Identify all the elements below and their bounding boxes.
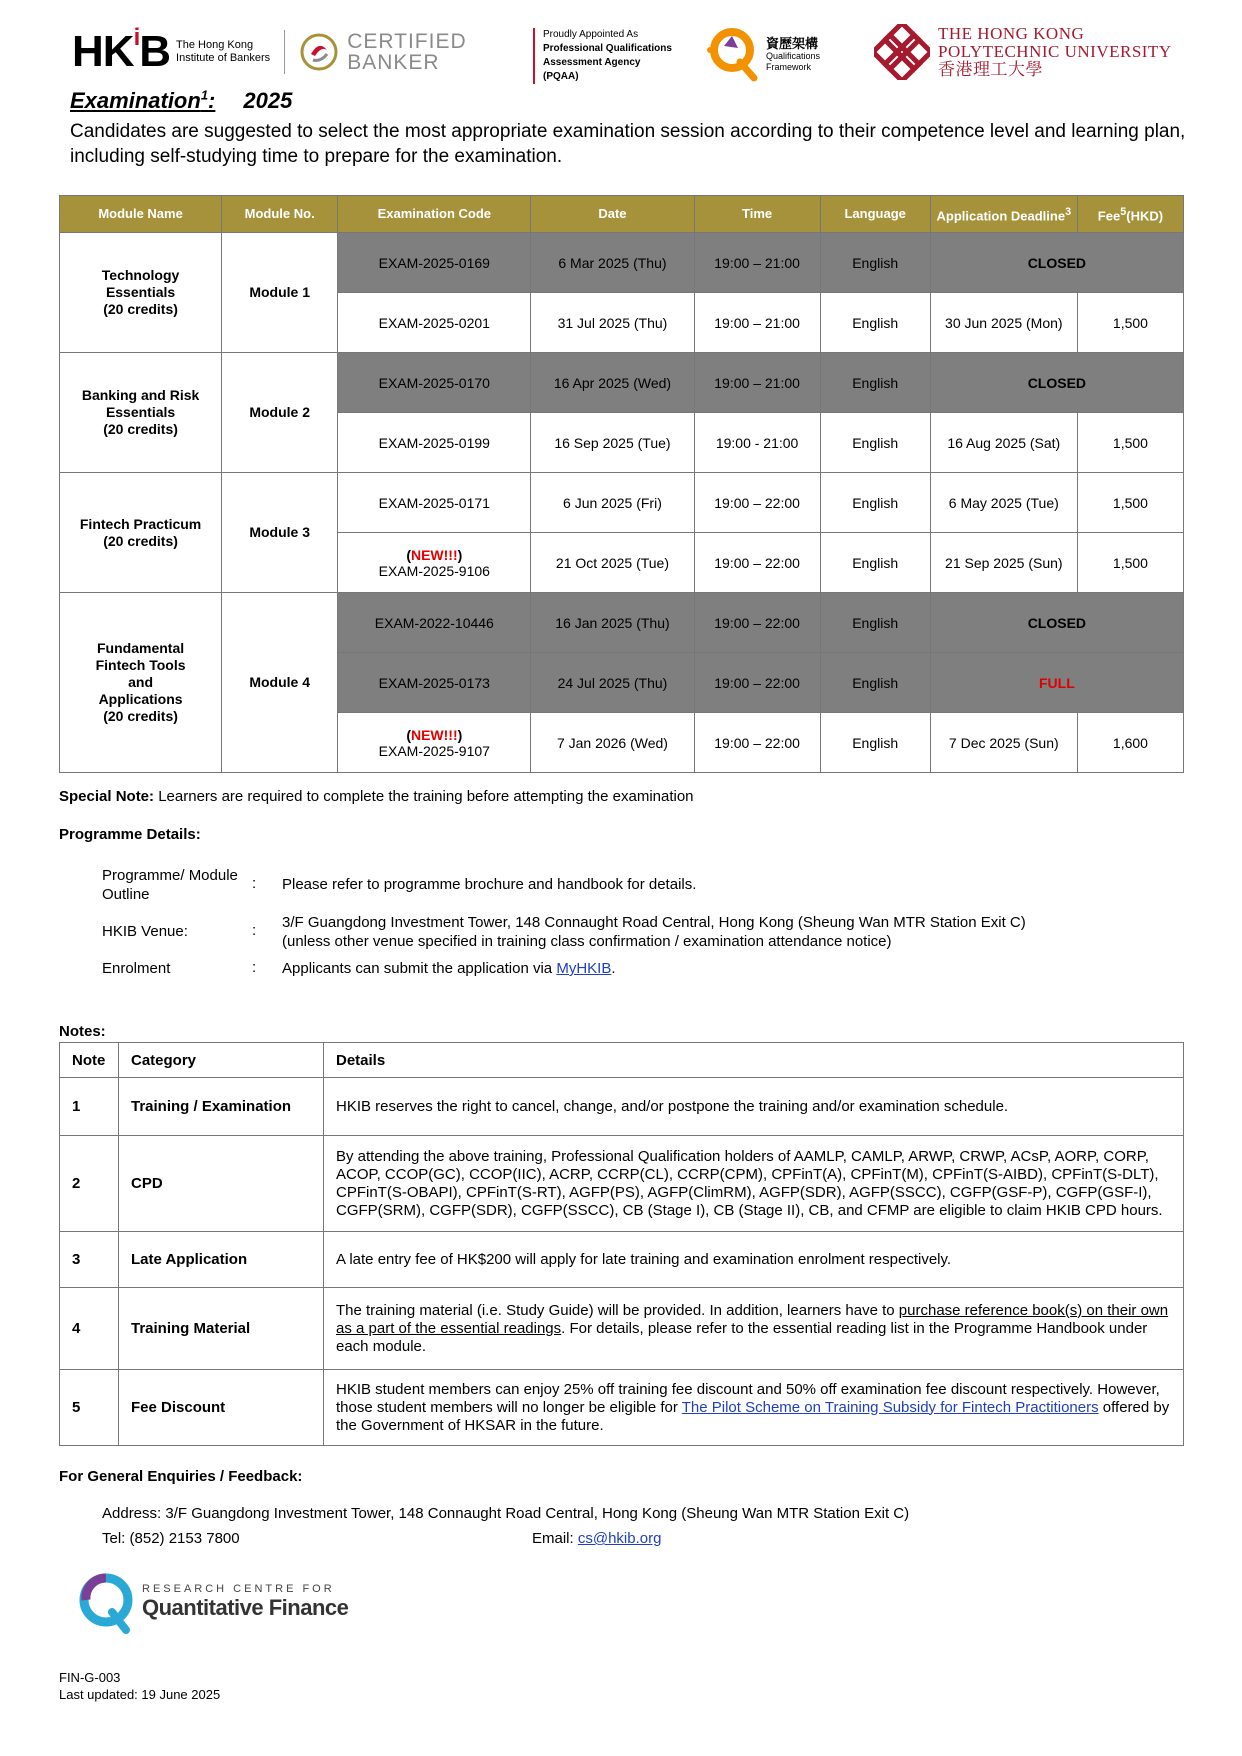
qualifications-framework-emblem-icon — [706, 26, 760, 82]
language-cell: English — [820, 533, 930, 593]
deadline-cell: 30 Jun 2025 (Mon) — [930, 293, 1077, 353]
col-header-deadline: Application Deadline$^3$ — [930, 196, 1077, 233]
module-no-cell: Module 3 — [222, 473, 338, 593]
language-cell: English — [820, 713, 930, 773]
status-closed: CLOSED — [930, 593, 1183, 653]
intro-text: Candidates are suggested to select the most appropriate examination session according to their competence level and learning plan, including self-studying time to prepare for the examination. — [70, 121, 1186, 167]
special-note: Special Note: Learners are required to complete the training before attempting the examination — [59, 788, 694, 805]
status-closed: CLOSED — [930, 233, 1183, 293]
new-badge: NEW!!! — [410, 726, 458, 743]
enquiries-address: Address: 3/F Guangdong Investment Tower, 148 Connaught Road Central, Hong Kong (Sheung Wan MTR Station Exit C) — [102, 1505, 910, 1522]
language-cell: English — [820, 473, 930, 533]
module-name-cell: Technology Essentials (20 credits) — [60, 233, 222, 353]
fee-cell: 1,500 — [1077, 293, 1183, 353]
date-cell: 31 Jul 2025 (Thu) — [531, 293, 694, 353]
time-cell: 19:00 – 22:00 — [694, 713, 820, 773]
table-row — [60, 593, 1184, 653]
myhkib-link[interactable]: MyHKIB — [556, 960, 612, 977]
logo-divider — [284, 30, 285, 74]
exam-code-cell: (NEW!!!) EXAM-2025-9106 — [338, 533, 531, 593]
table-row: 2 CPD By attending the above training, Professional Qualification holders of AAMLP, CAMLP, ARWP, CRWP, ACsP, AORP, CORP, ACOP, CCOP(GC), CCOP(IIC), ACRP, CCRP(CL), CCRP(CPM), CPFinT(A), CPFinT(M), CPFinT(S-AIBD), CPFinT(S-DLT), CPFinT(S-OBAPI), CPFinT(S-RT), AGFP(PS), AGFP(ClimRM), AGFP(SDR), AGFP(SSCC), CGFP(GSF-P), CGFP(GSF-I), CGFP(SRM), CGFP(SDR), CGFP(SSCC), CB (Stage I), CB (Stage II), CB, and CFMP are eligible to claim HKIB CPD hours. — [60, 1136, 1184, 1232]
deadline-cell: 21 Sep 2025 (Sun) — [930, 533, 1077, 593]
language-cell: English — [820, 593, 930, 653]
module-name-cell: Fundamental Fintech Tools and Applications (20 credits) — [60, 593, 222, 773]
hkib-wordmark: $HK^iB$ — [72, 24, 171, 76]
enquiries-heading: For General Enquiries / Feedback: — [59, 1468, 303, 1485]
page-title: Examination$^1$: 2025 — [70, 88, 293, 114]
col-header-details: Details — [324, 1043, 1184, 1078]
col-header-exam-code: Examination Code — [338, 196, 531, 233]
programme-venue-row: HKIB Venue: : 3/F Guangdong Investment Tower, 148 Connaught Road Central, Hong Kong (Sheung Wan MTR Station Exit C) (unless other venue specified in training class confirmation / examination attendance notice) — [102, 914, 1026, 950]
table-row — [60, 353, 1184, 413]
notes-table — [59, 1042, 1184, 1446]
language-cell: English — [820, 233, 930, 293]
polyu-logo: THE HONG KONG POLYTECHNIC UNIVERSITY 香港理工大學 — [874, 24, 1172, 80]
time-cell: 19:00 – 22:00 — [694, 533, 820, 593]
date-cell: 16 Jan 2025 (Thu) — [531, 593, 694, 653]
time-cell: 19:00 – 22:00 — [694, 653, 820, 713]
exam-code-cell: (NEW!!!) EXAM-2025-9107 — [338, 713, 531, 773]
exam-code-cell: EXAM-2025-0199 — [338, 413, 531, 473]
module-name-cell: Fintech Practicum (20 credits) — [60, 473, 222, 593]
col-header-category: Category — [119, 1043, 324, 1078]
table-row: 5 Fee Discount HKIB student members can enjoy 25% off training fee discount and 50% off examination fee discount respectively. However, those student members will no longer be eligible for The Pilot Scheme on Training Subsidy for Fintech Practitioners offered by the Government of HKSAR in the future. — [60, 1370, 1184, 1446]
date-cell: 16 Apr 2025 (Wed) — [531, 353, 694, 413]
certified-banker-logo: CERTIFIED BANKER — [299, 31, 466, 73]
hkib-subtitle: The Hong Kong Institute of Bankers — [176, 39, 271, 64]
col-header-language: Language — [820, 196, 930, 233]
language-cell: English — [820, 413, 930, 473]
col-header-module-no: Module No. — [222, 196, 338, 233]
date-cell: 21 Oct 2025 (Tue) — [531, 533, 694, 593]
programme-outline-row: Programme/ Module Outline : Please refer to programme brochure and handbook for details. — [102, 867, 697, 903]
exam-code-cell: EXAM-2022-10446 — [338, 593, 531, 653]
exam-code-cell: EXAM-2025-0173 — [338, 653, 531, 713]
time-cell: 19:00 – 21:00 — [694, 293, 820, 353]
pilot-scheme-link[interactable]: The Pilot Scheme on Training Subsidy for Fintech Practitioners — [681, 1398, 1099, 1416]
last-updated: Last updated: 19 June 2025 — [59, 1687, 221, 1702]
fee-cell: 1,500 — [1077, 413, 1183, 473]
exam-schedule-table — [59, 195, 1184, 773]
status-closed: CLOSED — [930, 353, 1183, 413]
fee-cell: 1,500 — [1077, 533, 1183, 593]
fee-cell: 1,500 — [1077, 473, 1183, 533]
time-cell: 19:00 – 22:00 — [694, 593, 820, 653]
enquiries-email: Email: cs@hkib.org — [532, 1530, 662, 1547]
time-cell: 19:00 – 21:00 — [694, 233, 820, 293]
time-cell: 19:00 – 21:00 — [694, 353, 820, 413]
qf-logo: 資歷架構 Qualifications Framework — [706, 26, 820, 82]
table-row — [60, 233, 1184, 293]
fee-cell: 1,600 — [1077, 713, 1183, 773]
language-cell: English — [820, 293, 930, 353]
module-no-cell: Module 2 — [222, 353, 338, 473]
table-row: 3 Late Application A late entry fee of HK$200 will apply for late training and examination enrolment respectively. — [60, 1232, 1184, 1288]
deadline-cell: 7 Dec 2025 (Sun) — [930, 713, 1077, 773]
exam-code-cell: EXAM-2025-0169 — [338, 233, 531, 293]
enquiries-tel: Tel: (852) 2153 7800 — [102, 1530, 240, 1547]
time-cell: 19:00 – 22:00 — [694, 473, 820, 533]
date-cell: 6 Jun 2025 (Fri) — [531, 473, 694, 533]
time-cell: 19:00 - 21:00 — [694, 413, 820, 473]
exam-code-cell: EXAM-2025-0171 — [338, 473, 531, 533]
pqaa-badge: Proudly Appointed As Professional Qualifications Assessment Agency (PQAA) — [533, 28, 672, 84]
deadline-cell: 16 Aug 2025 (Sat) — [930, 413, 1077, 473]
polyu-emblem-icon — [874, 24, 930, 80]
language-cell: English — [820, 353, 930, 413]
email-link[interactable]: cs@hkib.org — [577, 1530, 662, 1547]
col-header-fee: Fee$^5$(HKD) — [1077, 196, 1183, 233]
col-header-time: Time — [694, 196, 820, 233]
module-name-cell: Banking and Risk Essentials (20 credits) — [60, 353, 222, 473]
deadline-cell: 6 May 2025 (Tue) — [930, 473, 1077, 533]
exam-code-cell: EXAM-2025-0170 — [338, 353, 531, 413]
date-cell: 24 Jul 2025 (Thu) — [531, 653, 694, 713]
table-row: 1 Training / Examination HKIB reserves the right to cancel, change, and/or postpone the training and/or examination schedule. — [60, 1078, 1184, 1136]
date-cell: 16 Sep 2025 (Tue) — [531, 413, 694, 473]
table-row — [60, 473, 1184, 533]
date-cell: 7 Jan 2026 (Wed) — [531, 713, 694, 773]
col-header-date: Date — [531, 196, 694, 233]
language-cell: English — [820, 653, 930, 713]
module-no-cell: Module 4 — [222, 593, 338, 773]
new-badge: NEW!!! — [410, 546, 458, 563]
hkib-logo — [72, 24, 467, 76]
rcqf-emblem-icon — [78, 1570, 134, 1634]
notes-heading: Notes: — [59, 1023, 106, 1040]
rcqf-logo: RESEARCH CENTRE FOR Quantitative Finance — [78, 1570, 348, 1634]
status-full: FULL — [930, 653, 1183, 713]
table-header-row — [60, 196, 1184, 233]
certified-banker-emblem-icon — [299, 32, 339, 72]
programme-details-heading: Programme Details: — [59, 826, 201, 843]
document-code: FIN-G-003 — [59, 1670, 121, 1685]
table-row: 4 Training Material The training material (i.e. Study Guide) will be provided. In addition, learners have to purchase reference book(s) on their own as a part of the essential readings. For details, please refer to the essential reading list in the Programme Handbook under each module. — [60, 1288, 1184, 1370]
exam-code-cell: EXAM-2025-0201 — [338, 293, 531, 353]
col-header-module-name: Module Name — [60, 196, 222, 233]
col-header-note: Note — [60, 1043, 119, 1078]
module-no-cell: Module 1 — [222, 233, 338, 353]
date-cell: 6 Mar 2025 (Thu) — [531, 233, 694, 293]
notes-header-row — [60, 1043, 1184, 1078]
programme-enrolment-row: Enrolment : Applicants can submit the application via MyHKIB. — [102, 959, 616, 977]
